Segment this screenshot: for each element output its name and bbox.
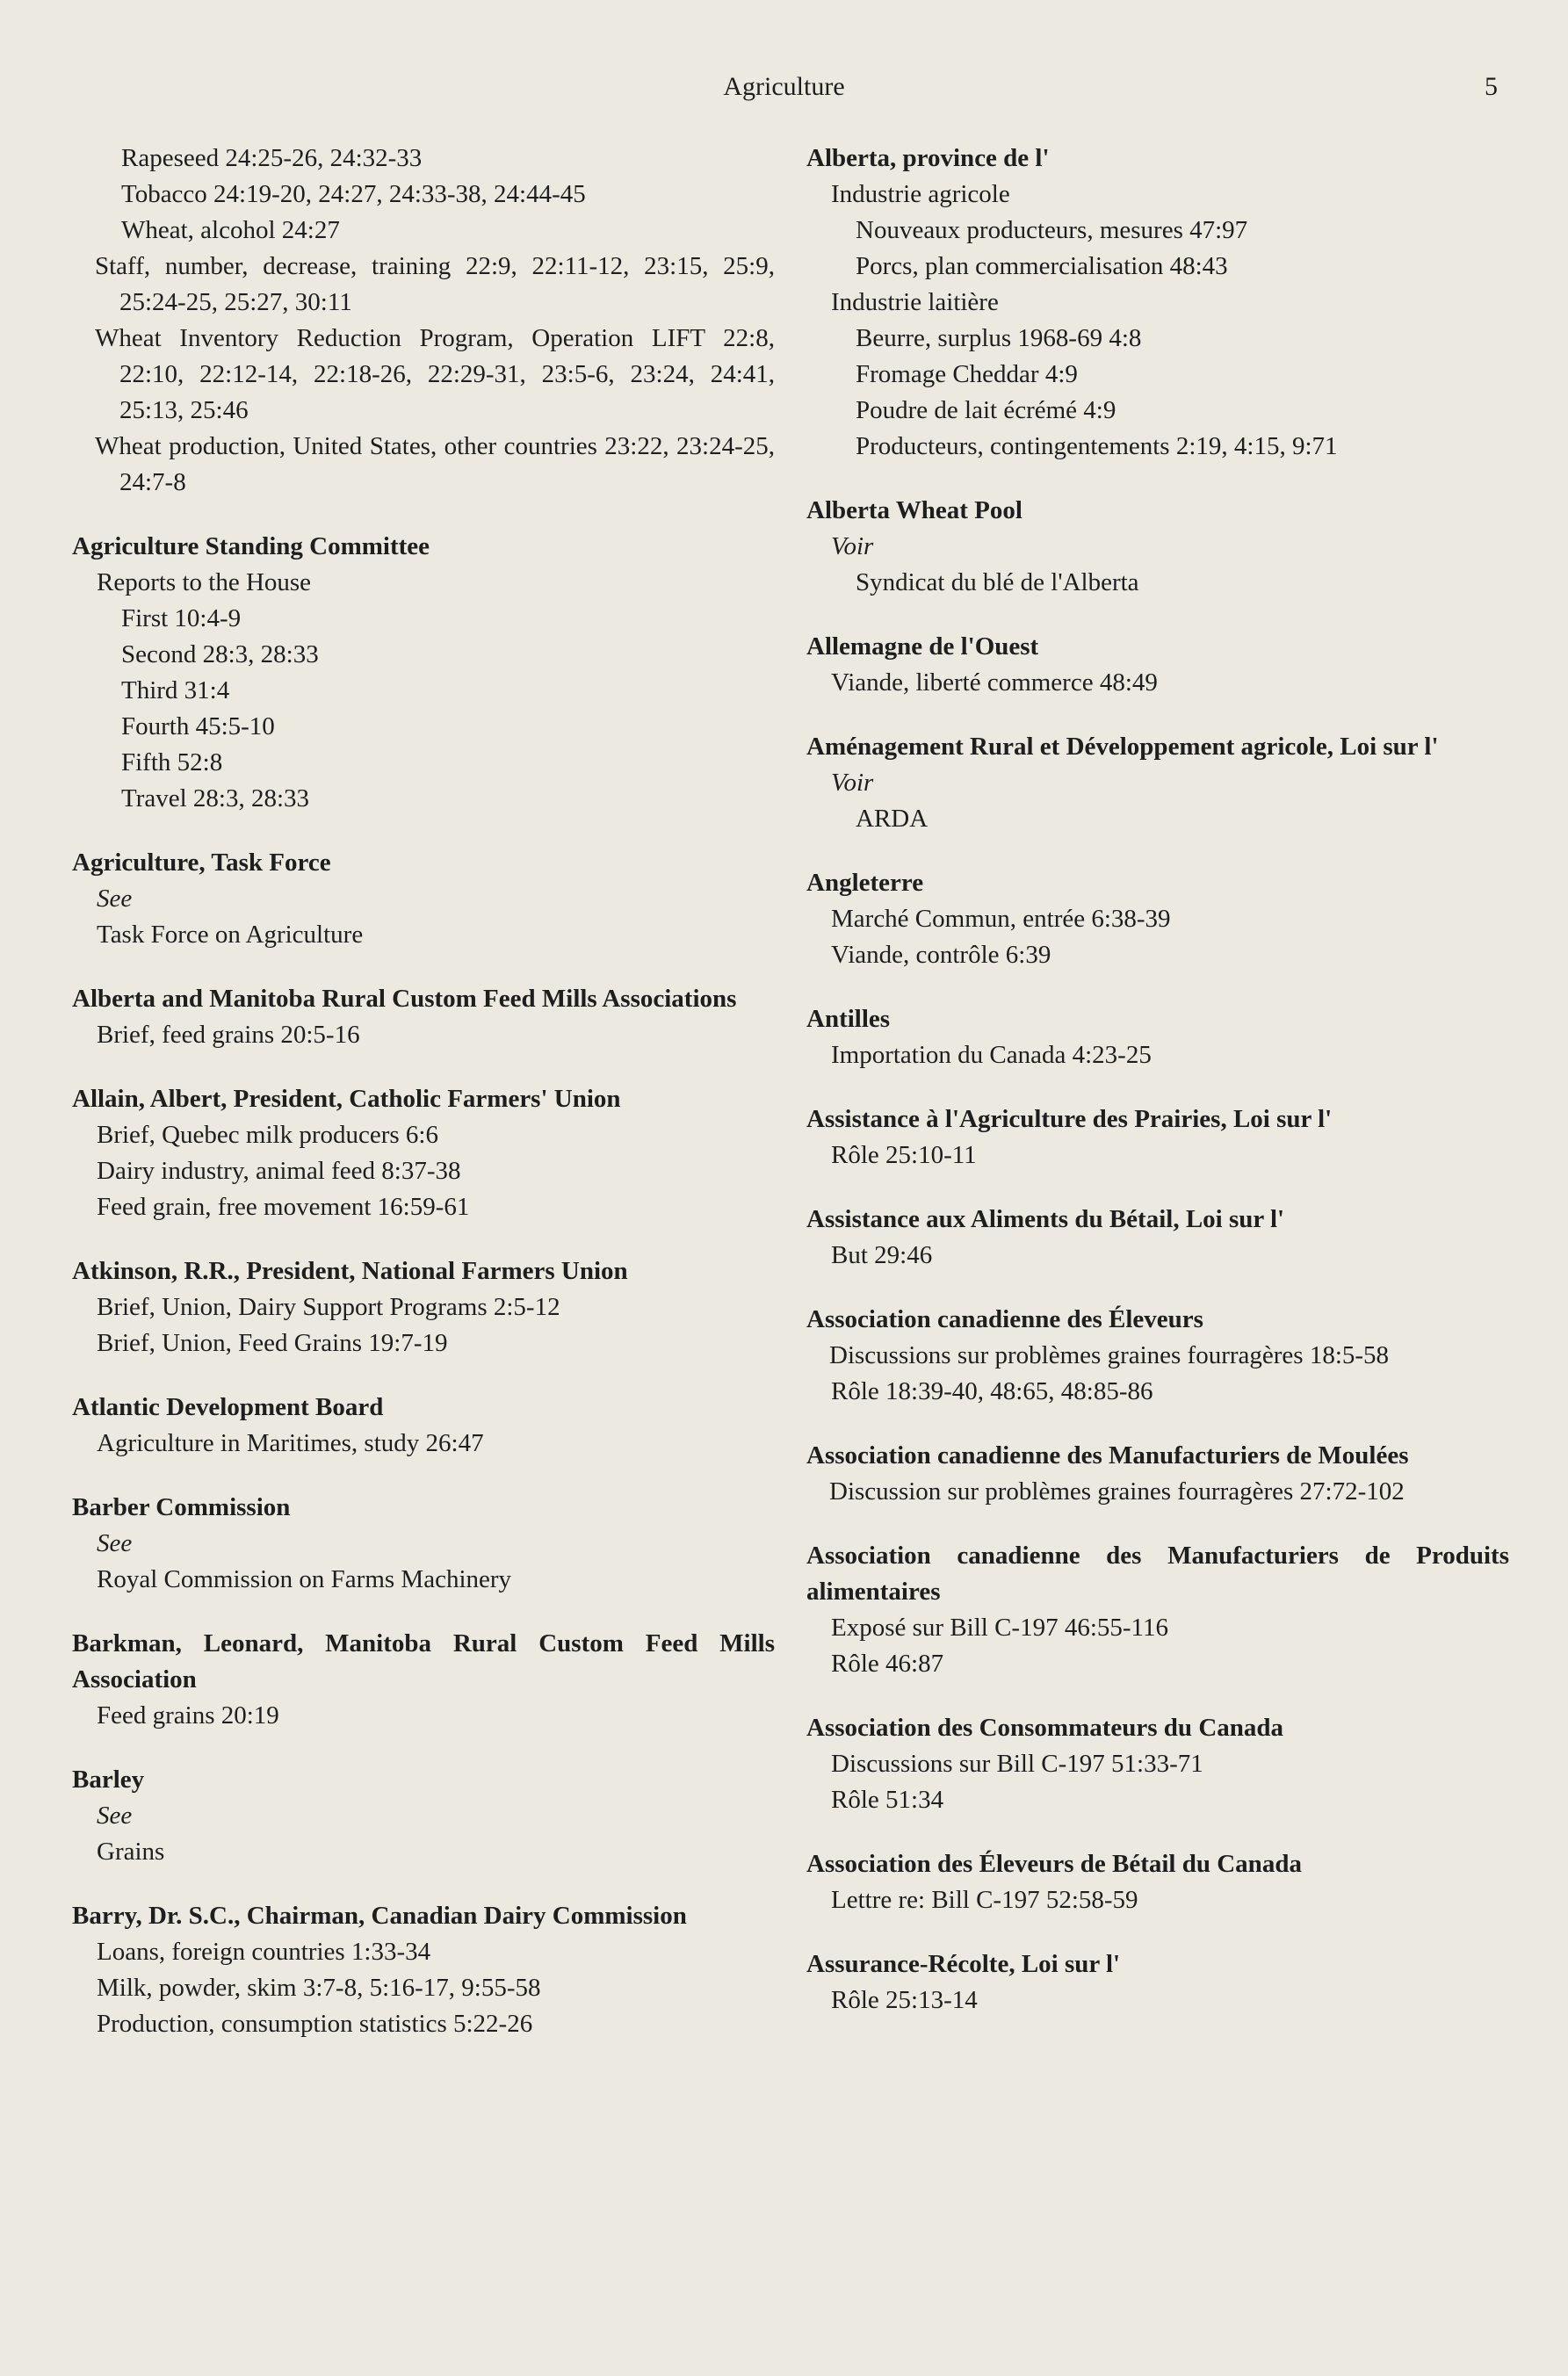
index-line: Porcs, plan commercialisation 48:43 — [856, 252, 1228, 280]
entry-heading: Allain, Albert, President, Catholic Farmers' Union — [72, 1085, 621, 1113]
index-line: Brief, Quebec milk producers 6:6 — [97, 1121, 438, 1149]
index-line: Wheat, alcohol 24:27 — [121, 216, 340, 244]
index-line: Producteurs, contingentements 2:19, 4:15, 9:71 — [856, 432, 1338, 460]
index-entry — [806, 1302, 1509, 1410]
entry-heading: Agriculture, Task Force — [72, 849, 331, 877]
index-line: Fifth 52:8 — [121, 748, 223, 776]
index-line: Beurre, surplus 1968-69 4:8 — [856, 324, 1142, 352]
index-entry — [72, 1762, 775, 1870]
index-line: Brief, feed grains 20:5-16 — [97, 1021, 360, 1049]
index-line: Discussions sur problèmes graines fourragères 18:5-58 — [829, 1341, 1390, 1369]
entry-heading: Alberta Wheat Pool — [806, 496, 1022, 524]
running-header: Agriculture — [723, 72, 845, 101]
entry-heading: Assurance-Récolte, Loi sur l' — [806, 1950, 1121, 1978]
index-entry — [72, 1253, 775, 1361]
entry-heading: Agriculture Standing Committee — [72, 532, 430, 560]
entry-heading: Assistance aux Aliments du Bétail, Loi sur l' — [806, 1205, 1285, 1233]
entry-heading: Association canadienne des Éleveurs — [806, 1305, 1203, 1333]
entry-heading: Antilles — [806, 1005, 891, 1033]
index-line: Viande, liberté commerce 48:49 — [831, 668, 1158, 697]
index-entry — [72, 529, 775, 817]
entry-heading: Barber Commission — [72, 1493, 291, 1521]
index-line: Fourth 45:5-10 — [121, 712, 275, 740]
index-entry — [806, 1202, 1509, 1274]
see-reference: See — [97, 1802, 133, 1830]
index-line: Lettre re: Bill C-197 52:58-59 — [831, 1886, 1138, 1914]
index-entry — [806, 1101, 1509, 1174]
index-entry — [806, 1710, 1509, 1818]
index-line: Staff, number, decrease, training 22:9, 22:11-12, 23:15, 25:9, 25:24-25, 25:27, 30:11 — [95, 252, 775, 316]
index-line: Royal Commission on Farms Machinery — [97, 1565, 512, 1593]
index-line: Reports to the House — [97, 568, 312, 596]
index-line: Dairy industry, animal feed 8:37-38 — [97, 1157, 461, 1185]
page-number: 5 — [1485, 72, 1498, 101]
entry-heading: Association des Consommateurs du Canada — [806, 1714, 1284, 1742]
index-entry — [806, 729, 1509, 837]
index-line: Task Force on Agriculture — [97, 921, 364, 949]
index-entry — [72, 1898, 775, 2042]
entry-heading: Assistance à l'Agriculture des Prairies, Loi sur l' — [806, 1105, 1333, 1133]
index-line: Fromage Cheddar 4:9 — [856, 360, 1078, 388]
index-line: Travel 28:3, 28:33 — [121, 784, 310, 812]
see-reference: Voir — [831, 532, 874, 560]
index-line: Third 31:4 — [121, 676, 230, 704]
index-entry — [806, 1001, 1509, 1073]
entry-heading: Aménagement Rural et Développement agricole, Loi sur l' — [806, 733, 1439, 761]
index-line: Rôle 25:10-11 — [831, 1141, 977, 1169]
index-line: Wheat Inventory Reduction Program, Operation LIFT 22:8, 22:10, 22:12-14, 22:18-26, 22:29-31, 23:5-6, 23:24, 24:41, 25:13, 25:46 — [95, 324, 775, 424]
index-line: Viande, contrôle 6:39 — [831, 941, 1051, 969]
index-line: Feed grains 20:19 — [97, 1701, 279, 1730]
entry-heading: Atkinson, R.R., President, National Farmers Union — [72, 1257, 628, 1285]
entry-heading: Barry, Dr. S.C., Chairman, Canadian Dairy Commission — [72, 1902, 687, 1930]
continued-entry — [72, 141, 775, 501]
index-entry — [806, 865, 1509, 973]
index-entry — [72, 1490, 775, 1598]
index-entry — [806, 493, 1509, 601]
index-line: Exposé sur Bill C-197 46:55-116 — [831, 1614, 1168, 1642]
index-line: Marché Commun, entrée 6:38-39 — [831, 905, 1171, 933]
entry-heading: Association canadienne des Manufacturiers de Moulées — [806, 1441, 1409, 1470]
index-line: Milk, powder, skim 3:7-8, 5:16-17, 9:55-58 — [97, 1974, 541, 2002]
see-reference: See — [97, 1529, 133, 1557]
index-line: Rôle 46:87 — [831, 1650, 944, 1678]
index-line: Feed grain, free movement 16:59-61 — [97, 1193, 470, 1221]
index-entry — [806, 1846, 1509, 1918]
index-line: Rôle 18:39-40, 48:65, 48:85-86 — [831, 1377, 1153, 1405]
index-line: Agriculture in Maritimes, study 26:47 — [97, 1429, 484, 1457]
entry-heading: Allemagne de l'Ouest — [806, 632, 1039, 661]
index-line: Brief, Union, Feed Grains 19:7-19 — [97, 1329, 448, 1357]
see-reference: Voir — [831, 769, 874, 797]
index-line: Second 28:3, 28:33 — [121, 640, 319, 668]
entry-heading: Alberta, province de l' — [806, 144, 1050, 172]
index-line: Loans, foreign countries 1:33-34 — [97, 1938, 431, 1966]
index-entry — [806, 141, 1509, 465]
index-line: Industrie agricole — [831, 180, 1010, 208]
index-line: Industrie laitière — [831, 288, 999, 316]
index-line: Tobacco 24:19-20, 24:27, 24:33-38, 24:44-45 — [121, 180, 586, 208]
index-line: Poudre de lait écrémé 4:9 — [856, 396, 1116, 424]
left-column — [72, 141, 775, 2070]
index-line: Discussions sur Bill C-197 51:33-71 — [831, 1750, 1203, 1778]
index-line: But 29:46 — [831, 1241, 933, 1269]
index-line: Nouveaux producteurs, mesures 47:97 — [856, 216, 1248, 244]
index-line: Discussion sur problèmes graines fourragères 27:72-102 — [829, 1477, 1405, 1506]
entry-heading: Barkman, Leonard, Manitoba Rural Custom Feed Mills Association — [72, 1629, 775, 1694]
entry-heading: Alberta and Manitoba Rural Custom Feed Mills Associations — [72, 985, 737, 1013]
index-entry — [72, 845, 775, 953]
index-entry — [72, 1626, 775, 1734]
index-entry — [806, 1946, 1509, 2019]
index-entry — [806, 1438, 1509, 1510]
index-line: First 10:4-9 — [121, 604, 242, 632]
index-line: Rôle 25:13-14 — [831, 1986, 978, 2014]
index-line: Syndicat du blé de l'Alberta — [856, 568, 1139, 596]
index-line: ARDA — [856, 805, 929, 833]
index-entry — [806, 629, 1509, 701]
index-line: Brief, Union, Dairy Support Programs 2:5-12 — [97, 1293, 560, 1321]
see-reference: See — [97, 885, 133, 913]
entry-heading: Association des Éleveurs de Bétail du Canada — [806, 1850, 1302, 1878]
index-entry — [72, 1390, 775, 1462]
entry-heading: Atlantic Development Board — [72, 1393, 384, 1421]
index-line: Wheat production, United States, other countries 23:22, 23:24-25, 24:7-8 — [95, 432, 775, 496]
entry-heading: Association canadienne des Manufacturiers de Produits alimentaires — [806, 1542, 1509, 1606]
index-entry — [72, 1081, 775, 1225]
right-column — [806, 141, 1509, 2047]
index-line: Rôle 51:34 — [831, 1786, 944, 1814]
entry-heading: Angleterre — [806, 869, 924, 897]
index-line: Importation du Canada 4:23-25 — [831, 1041, 1152, 1069]
index-line: Rapeseed 24:25-26, 24:32-33 — [121, 144, 423, 172]
index-line: Grains — [97, 1838, 165, 1866]
index-entry — [806, 1538, 1509, 1682]
entry-heading: Barley — [72, 1766, 145, 1794]
index-entry — [72, 981, 775, 1053]
index-line: Production, consumption statistics 5:22-26 — [97, 2010, 533, 2038]
